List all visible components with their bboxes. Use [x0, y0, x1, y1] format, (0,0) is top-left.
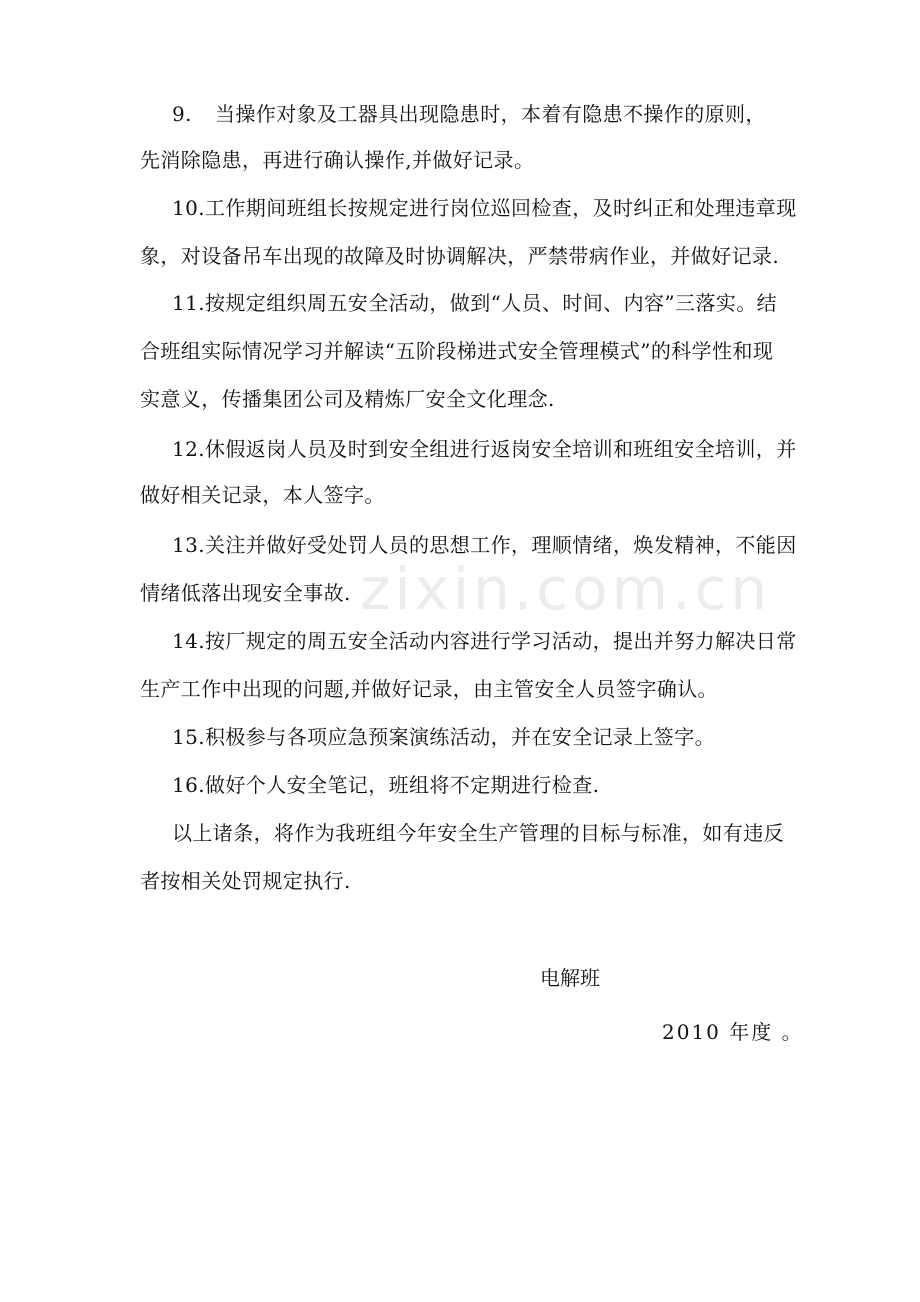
signature-team: 电解班 [540, 966, 600, 990]
item-13-line-1: 13.关注并做好受处罚人员的思想工作，理顺情绪，焕发精神，不能因 [172, 533, 797, 557]
item-12-line-1: 12.休假返岗人员及时到安全组进行返岗安全培训和班组安全培训，并 [172, 437, 797, 461]
item-13-line-2: 情绪低落出现安全事故. [140, 581, 351, 605]
item-11-line-3: 实意义，传播集团公司及精炼厂安全文化理念. [140, 387, 555, 411]
item-12-line-2: 做好相关记录，本人签字。 [140, 483, 385, 507]
item-14-line-2: 生产工作中出现的问题,并做好记录，由主管安全人员签字确认。 [140, 677, 718, 701]
signature-date: 2010 年度 。 [662, 1020, 804, 1044]
item-11-line-2: 合班组实际情况学习并解读“五阶段梯进式安全管理模式”的科学性和现 [140, 339, 774, 363]
item-9-line-1: 当操作对象及工器具出现隐患时，本着有隐患不操作的原则， [215, 102, 766, 126]
item-9-number: 9. [172, 102, 192, 126]
item-16-line-1: 16.做好个人安全笔记，班组将不定期进行检查. [172, 773, 600, 797]
item-11-line-1: 11.按规定组织周五安全活动，做到“人员、时间、内容”三落实。结 [172, 291, 778, 315]
item-15-line-1: 15.积极参与各项应急预案演练活动，并在安全记录上签字。 [172, 725, 716, 749]
closing-line-1: 以上诸条，将作为我班组今年安全生产管理的目标与标准，如有违反 [172, 821, 784, 845]
item-14-line-1: 14.按厂规定的周五安全活动内容进行学习活动，提出并努力解决日常 [172, 629, 797, 653]
item-10-line-1: 10.工作期间班组长按规定进行岗位巡回检查，及时纠正和处理违章现 [172, 196, 797, 220]
item-10-line-2: 象，对设备吊车出现的故障及时协调解决，严禁带病作业，并做好记录. [140, 244, 780, 268]
item-9-line-2: 先消除隐患，再进行确认操作,并做好记录。 [140, 148, 535, 172]
closing-line-2: 者按相关处罚规定执行. [140, 869, 351, 893]
watermark-text: zixin.com.cn [360, 555, 772, 623]
